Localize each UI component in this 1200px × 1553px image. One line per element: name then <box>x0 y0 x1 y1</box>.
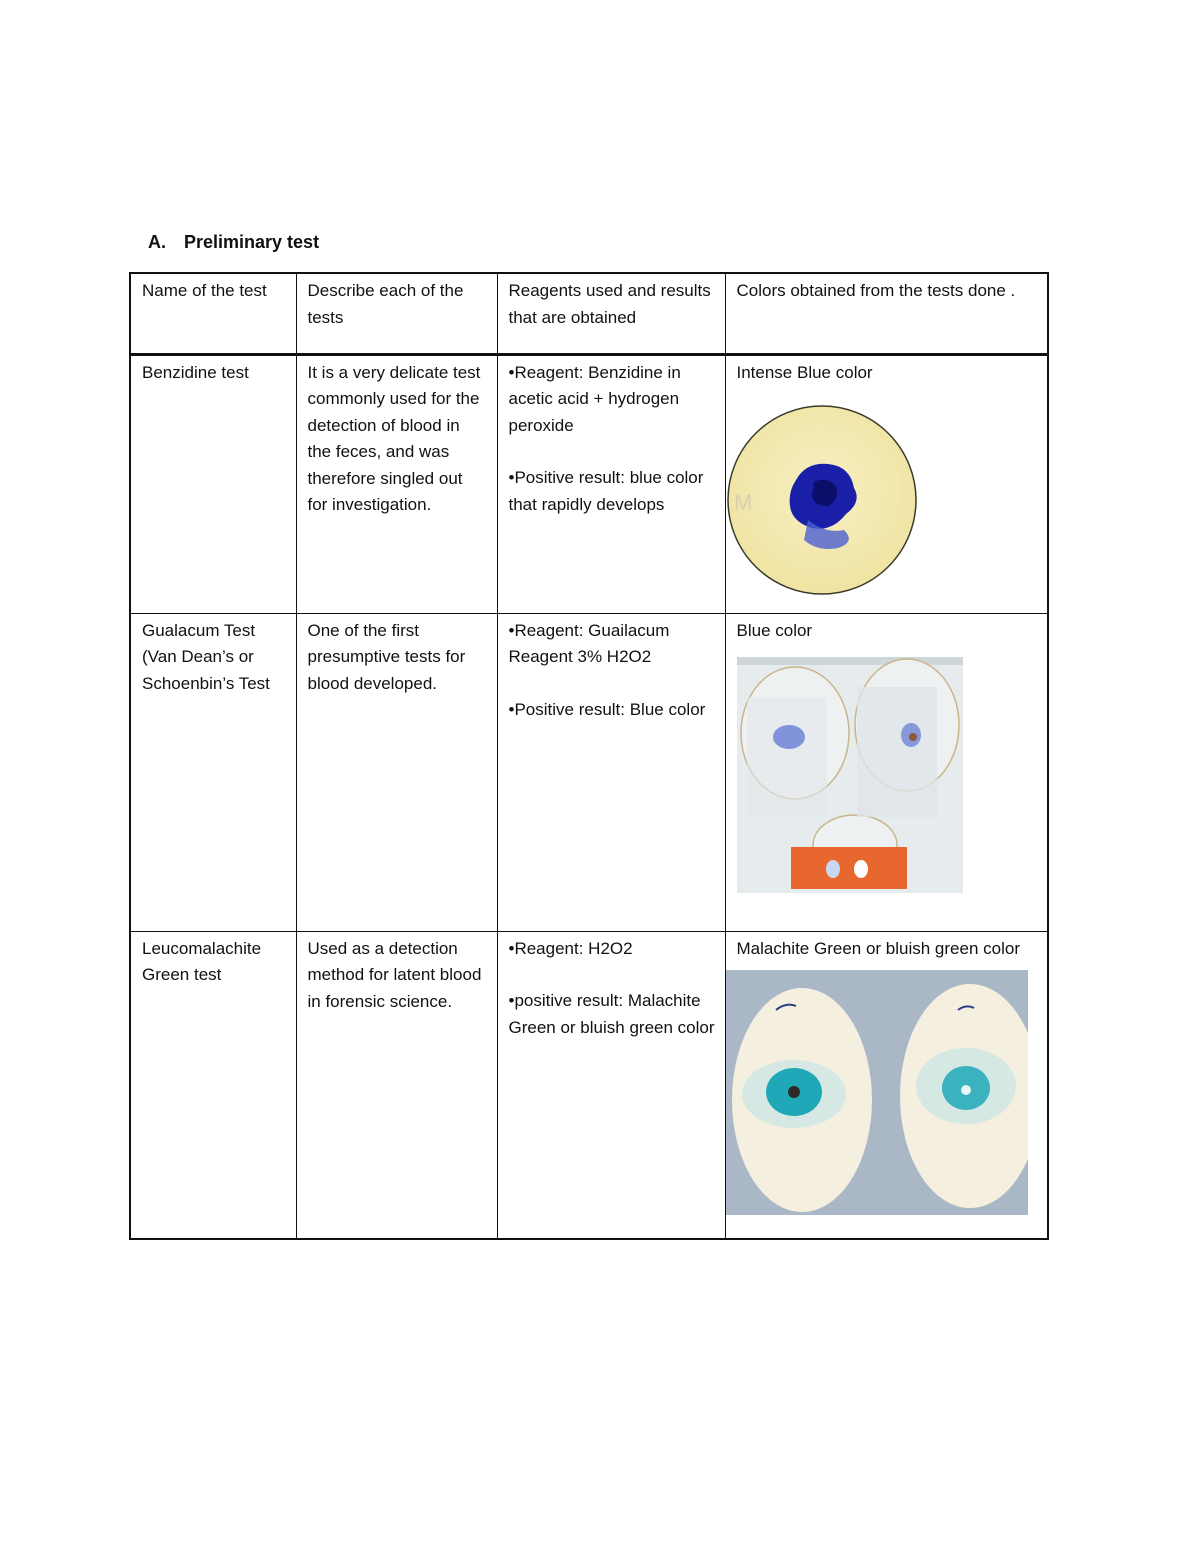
result-line: •positive result: Malachite Green or bluish green color <box>508 991 715 1037</box>
test-name: Leucomalachite Green test <box>130 931 296 1239</box>
test-reagents <box>497 354 725 613</box>
test-description: One of the first presumptive tests for blood developed. <box>296 613 497 931</box>
watermark-glyph: M <box>733 490 752 515</box>
table-row <box>130 354 1048 613</box>
header-description: Describe each of the tests <box>296 273 497 354</box>
header-reagents: Reagents used and results that are obtained <box>497 273 725 354</box>
test-reagents <box>497 613 725 931</box>
test-description: It is a very delicate test commonly used for the detection of blood in the feces, and was therefore singled out for investigation. <box>296 354 497 613</box>
reagent-line: •Reagent: Benzidine in acetic acid + hydrogen peroxide <box>508 362 681 435</box>
header-name: Name of the test <box>130 273 296 354</box>
test-reagents <box>497 931 725 1239</box>
color-text: Malachite Green or bluish green color <box>736 938 1020 958</box>
result-line: •Positive result: blue color that rapidly develops <box>508 468 704 514</box>
header-colors: Colors obtained from the tests done . <box>725 273 1048 354</box>
reagent-line: •Reagent: H2O2 <box>508 938 633 958</box>
guaiacum-result-image <box>737 657 963 893</box>
preliminary-test-table <box>129 272 1049 1240</box>
section-heading <box>148 232 319 253</box>
test-name: Gualacum Test (Van Dean’s or Schoenbin’s Test <box>130 613 296 931</box>
reagent-line: •Reagent: Guailacum Reagent 3% H2O2 <box>508 620 670 666</box>
section-title: Preliminary test <box>184 232 320 252</box>
test-color <box>725 931 1048 1239</box>
test-color <box>725 354 1048 613</box>
table-header-row <box>130 273 1048 354</box>
section-number: A. <box>148 232 166 252</box>
table-row <box>130 613 1048 931</box>
color-text: Blue color <box>736 620 813 640</box>
test-color <box>725 613 1048 931</box>
test-description: Used as a detection method for latent blood in forensic science. <box>296 931 497 1239</box>
test-name: Benzidine test <box>130 354 296 613</box>
color-text: Intense Blue color <box>736 362 873 382</box>
benzidine-result-image <box>726 402 926 598</box>
table-row <box>130 931 1048 1239</box>
leucomalachite-result-image <box>726 970 1028 1215</box>
result-line: •Positive result: Blue color <box>508 699 706 719</box>
